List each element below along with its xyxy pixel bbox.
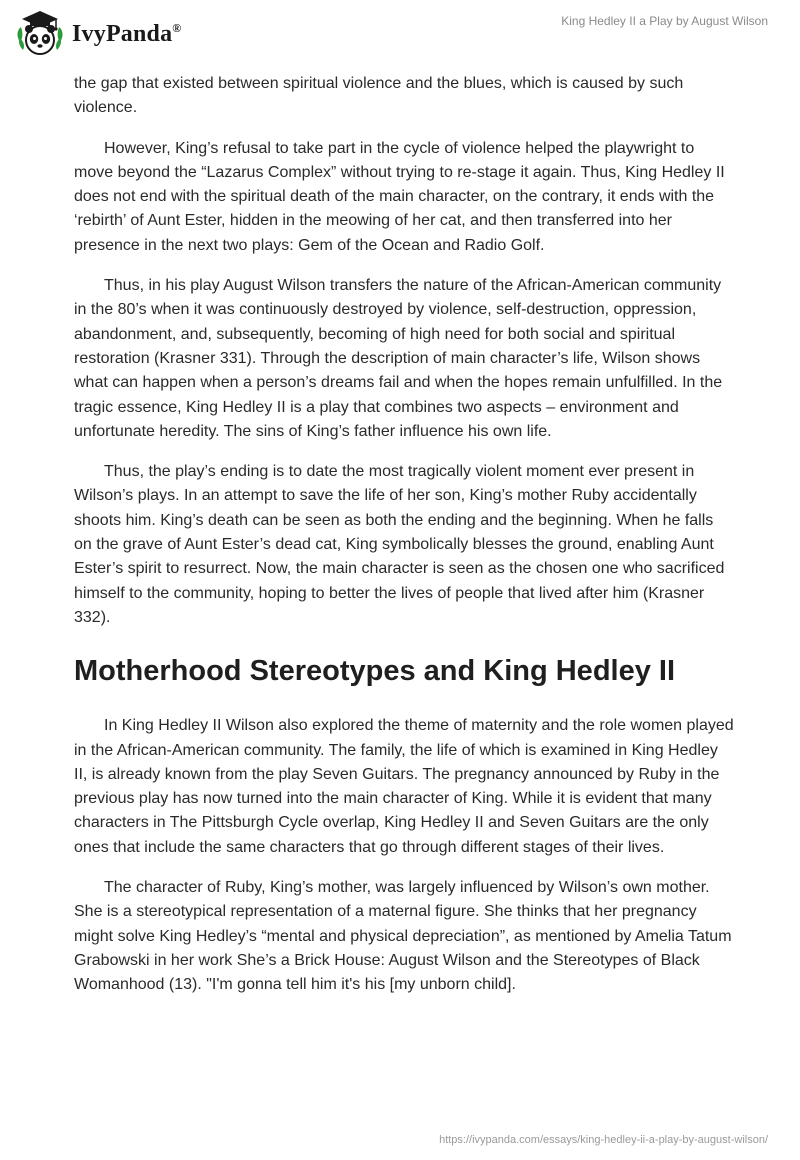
document-title: King Hedley II a Play by August Wilson — [561, 14, 768, 28]
paragraph: The character of Ruby, King’s mother, was largely influenced by Wilson’s own mother. She is a stereotypical representation of a maternal figure. She thinks that her pregnancy might solve King Hedley’s “mental and physical depreciation”, as mentioned by Amelia Tatum Grabowski in her work She’s a Brick House: August Wilson and the Stereotypes of Black Womanhood (13). "I'm gonna tell him it's his [my unborn child]. — [74, 879, 732, 994]
brand-name: IvyPanda® — [72, 20, 182, 47]
paragraph: In King Hedley II Wilson also explored the theme of maternity and the role women played in the African-American community. The family, the life of which is examined in King Hedley II, is already known from the play Seven Guitars. The pregnancy announced by Ruby in the previous play has now turned into the main character of King. While it is evident that many characters in The Pittsburgh Cycle overlap, King Hedley II and Seven Guitars are the only ones that include the same characters that go through different stages of their lives. — [74, 717, 734, 856]
panda-graduate-icon — [14, 8, 66, 60]
paragraph: Thus, in his play August Wilson transfers the nature of the African-American community in the 80’s when it was continuously destroyed by violence, self-destruction, oppression, abandonment, and, subsequently, becoming of high need for both social and spiritual restoration (Krasner 331). Through the description of main character’s life, Wilson shows what can happen when a person’s dreams fail and when the hopes remain unfulfilled. In the tragic essence, King Hedley II is a play that combines two aspects – environment and unfortunate heredity. The sins of King’s father influence his own life. — [74, 277, 723, 440]
paragraph: However, King’s refusal to take part in the cycle of violence helped the playwright to move beyond the “Lazarus Complex” without trying to re-stage it again. Thus, King Hedley II does not end with the spiritual death of the main character, on the contrary, it ends with the ‘rebirth’ of Aunt Ester, hidden in the meowing of her cat, and then transferred into her presence in the next two plays: Gem of the Ocean and Radio Golf. — [74, 139, 725, 254]
essay-content — [74, 72, 734, 1014]
ivypanda-logo[interactable] — [14, 8, 181, 60]
page-header — [0, 0, 800, 64]
registered-mark: ® — [172, 20, 182, 35]
source-url-link[interactable]: https://ivypanda.com/essays/king-hedley-ii-a-play-by-august-wilson/ — [439, 1134, 768, 1146]
paragraph: Thus, the play’s ending is to date the most tragically violent moment ever present in Wilson’s plays. In an attempt to save the life of her son, King’s mother Ruby accidentally shoots him. King’s death can be seen as both the ending and the beginning. When he falls on the grave of Aunt Ester’s dead cat, King symbolically blesses the ground, enabling Aunt Ester’s spirit to resurrect. Now, the main character is seen as the chosen one who sacrificed himself to the community, hoping to better the lives of people that lived after him (Krasner 332). — [74, 463, 725, 626]
paragraph: the gap that existed between spiritual violence and the blues, which is caused by such violence. — [74, 75, 684, 117]
section-heading: Motherhood Stereotypes and King Hedley II — [74, 655, 676, 688]
